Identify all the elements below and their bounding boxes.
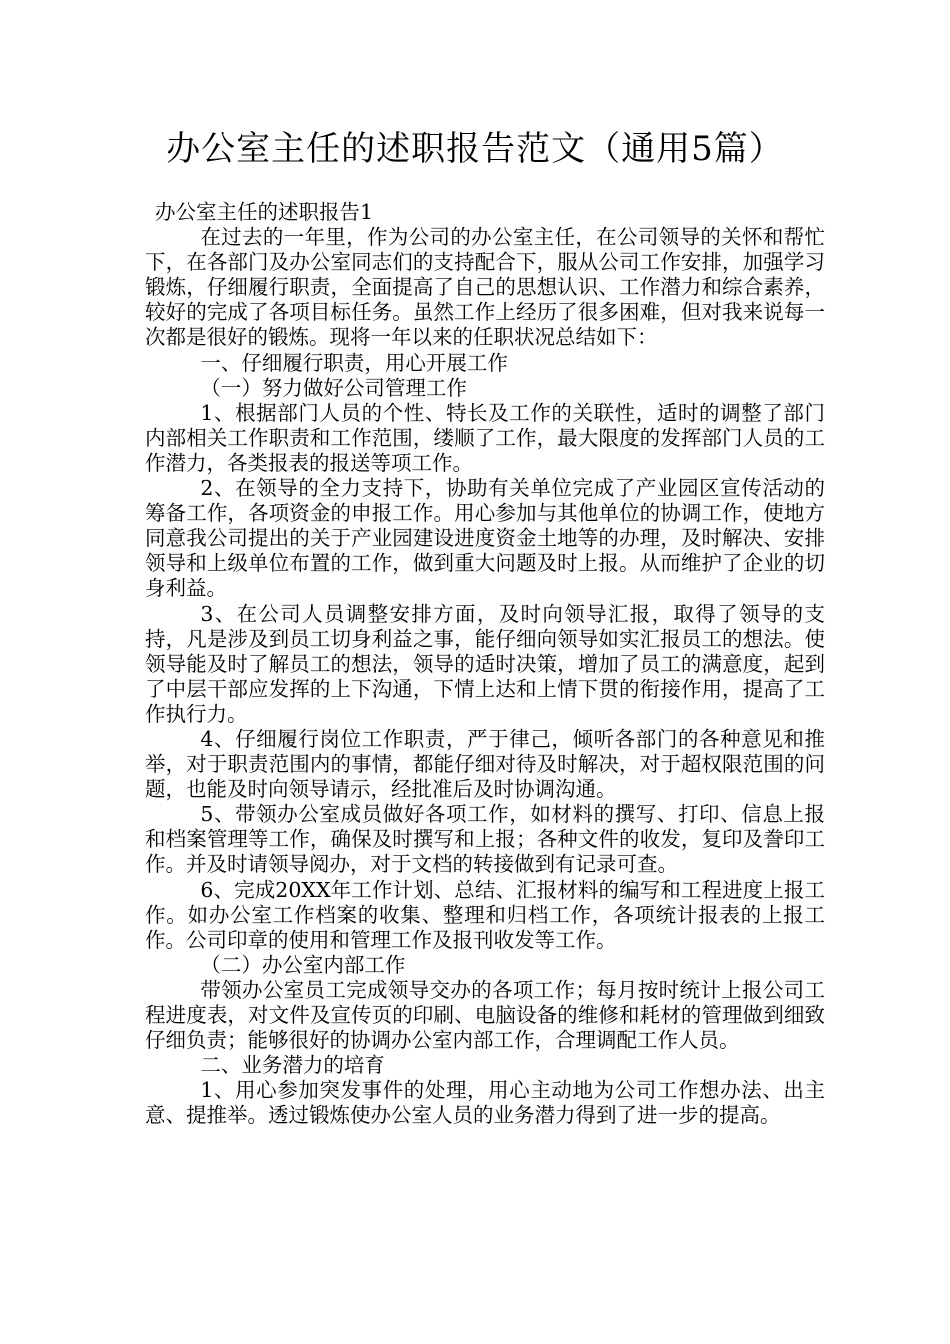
- section-heading: 二、业务潜力的培育: [200, 1053, 385, 1078]
- section-heading: 一、仔细履行职责，用心开展工作: [200, 350, 508, 375]
- paragraph: 5、带领办公室成员做好各项工作，如材料的撰写、打印、信息上报和档案管理等工作，确保及时撰写和上报；各种文件的收发，复印及誊印工作。并及时请领导阅办，对于文档的转接做到有记录可查。: [145, 802, 825, 877]
- paragraph: 3、在公司人员调整安排方面，及时向领导汇报，取得了领导的支持，凡是涉及到员工切身利益之事，能仔细向领导如实汇报员工的想法。使领导能及时了解员工的想法，领导的适时决策，增加了员工的满意度，起到了中层干部应发挥的上下沟通，下情上达和上情下贯的衔接作用，提高了工作执行力。: [145, 601, 825, 726]
- paragraph: 带领办公室员工完成领导交办的各项工作；每月按时统计上报公司工程进度表，对文件及宣传页的印刷、电脑设备的维修和耗材的管理做到细致仔细负责；能够很好的协调办公室内部工作，合理调配工作人员。: [145, 977, 825, 1053]
- paragraph: 1、根据部门人员的个性、特长及工作的关联性，适时的调整了部门内部相关工作职责和工作范围，缕顺了工作，最大限度的发挥部门人员的工作潜力，各类报表的报送等项工作。: [145, 400, 825, 475]
- paragraph: 2、在领导的全力支持下，协助有关单位完成了产业园区宣传活动的筹备工作，各项资金的申报工作。用心参加与其他单位的协调工作，使地方同意我公司提出的关于产业园建设进度资金土地等的办理，及时解决、安排领导和上级单位布置的工作，做到重大问题及时上报。从而维护了企业的切身利益。: [145, 476, 825, 601]
- subsection-heading: （一）努力做好公司管理工作: [200, 375, 467, 400]
- paragraph: 在过去的一年里，作为公司的办公室主任，在公司领导的关怀和帮忙下，在各部门及办公室同志们的支持配合下，服从公司工作安排，加强学习锻炼，仔细履行职责，全面提高了自己的思想认识、工作潜力和综合素养，较好的完成了各项目标任务。虽然工作上经历了很多困难，但对我来说每一次都是很好的锻炼。现将一年以来的任职状况总结如下：: [145, 225, 825, 350]
- document-body: [145, 200, 825, 1128]
- paragraph: 1、用心参加突发事件的处理，用心主动地为公司工作想办法、出主意、提推举。透过锻炼使办公室人员的业务潜力得到了进一步的提高。: [145, 1078, 825, 1128]
- subsection-heading: （二）办公室内部工作: [200, 952, 406, 977]
- paragraph: 4、仔细履行岗位工作职责，严于律己，倾听各部门的各种意见和推举，对于职责范围内的事情，都能仔细对待及时解决，对于超权限范围的问题，也能及时向领导请示，经批准后及时协调沟通。: [145, 726, 825, 802]
- document-title: 办公室主任的述职报告范文（通用5篇）: [166, 129, 784, 169]
- paragraph: 6、完成20XX年工作计划、总结、汇报材料的编写和工程进度上报工作。如办公室工作档案的收集、整理和归档工作，各项统计报表的上报工作。公司印章的使用和管理工作及报刊收发等工作。: [145, 877, 825, 952]
- section-heading: 办公室主任的述职报告1: [155, 200, 374, 224]
